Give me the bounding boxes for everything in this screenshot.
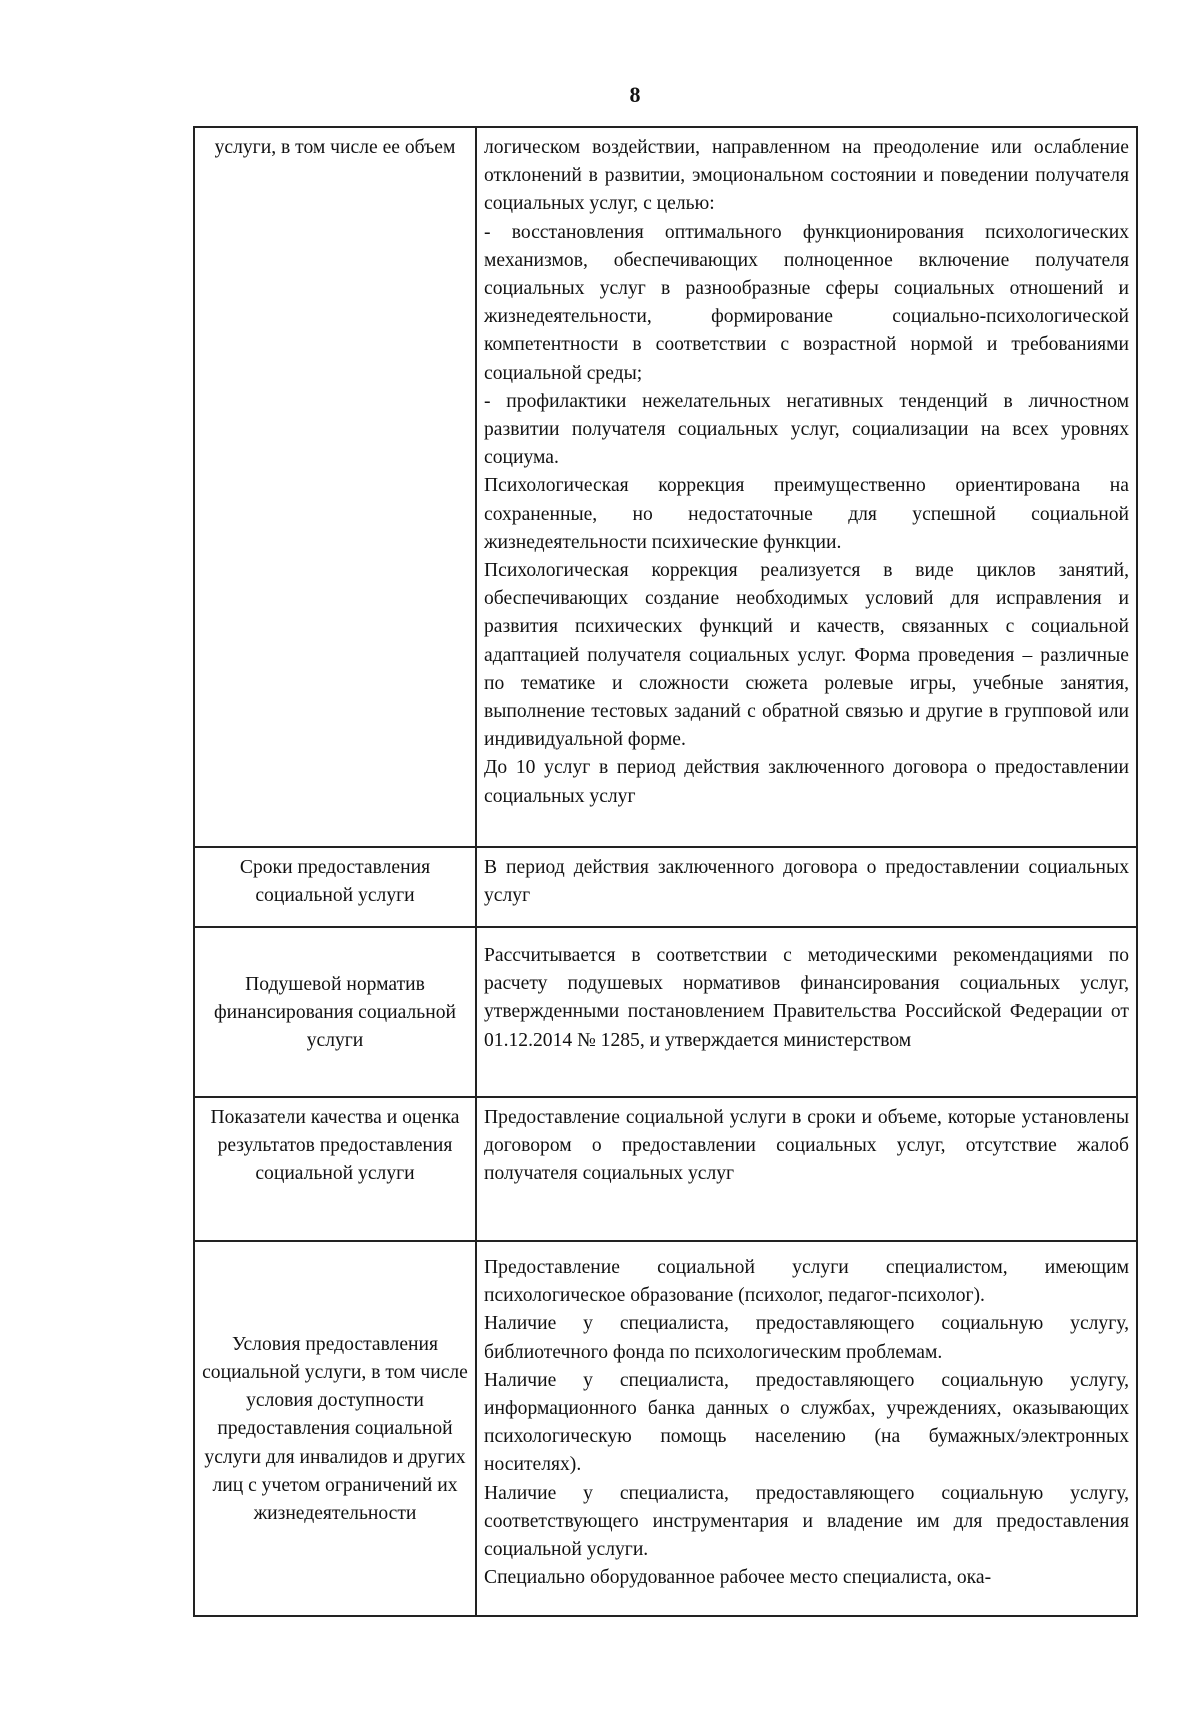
content-paragraph: В период действия заключенного договора о предоставлении социальных услуг — [484, 857, 1129, 907]
table-row — [194, 1097, 1137, 1241]
content-paragraph: логическом воздействии, направленном на преодоление или ослабление отклонений в развитии, эмоциональном состоянии и поведении получателя социальных услуг, с целью: — [484, 137, 1129, 215]
row-label: Сроки предоставления социальной услуги — [194, 847, 476, 927]
table-row — [194, 1241, 1137, 1616]
content-paragraph: Наличие у специалиста, предоставляющего социальную услугу, соответствующего инструментария и владение им для предоставления социальной услуги. — [484, 1482, 1129, 1561]
content-paragraph: До 10 услуг в период действия заключенного договора о предоставлении социальных услуг — [484, 757, 1129, 807]
row-content — [476, 127, 1137, 847]
content-paragraph: - профилактики нежелательных негативных тенденций в личностном развитии получателя социальных услуг, социализации на всех уровнях социума. — [484, 390, 1129, 469]
content-paragraph: Предоставление социальной услуги в сроки и объеме, которые установлены договором о предоставлении социальных услуг, отсутствие жалоб получателя социальных услуг — [484, 1107, 1129, 1185]
row-label: Условия предоставления социальной услуги, в том числе условия доступности предоставления социальной услуги для инвалидов и других лиц с учетом ограничений их жизнедеятельности — [194, 1241, 476, 1616]
content-paragraph: - восстановления оптимального функционирования психологических механизмов, обеспечивающих полноценное включение получателя социальных услуг в разнообразные сферы социальных отношений и жизнедеятельности, формирование социально-психологической компетентности в соответствии с возрастной нормой и требованиями социальной среды; — [484, 221, 1129, 384]
row-label: Подушевой норматив финансирования социальной услуги — [194, 927, 476, 1097]
content-paragraph: Психологическая коррекция преимущественно ориентирована на сохраненные, но недостаточные для успешной социальной жизнедеятельности психические функции. — [484, 475, 1129, 553]
row-content — [476, 927, 1137, 1097]
table-row — [194, 927, 1137, 1097]
content-paragraph: Наличие у специалиста, предоставляющего социальную услугу, информационного банка данных о службах, учреждениях, оказывающих психологическую помощь населению (на бумажных/электронных носителях). — [484, 1369, 1129, 1476]
content-paragraph: Психологическая коррекция реализуется в виде циклов занятий, обеспечивающих создание необходимых условий для исправления и развития психических функций и качеств, связанных с социальной адаптацией получателя социальных услуг. Форма проведения – различные по тематике и сложности сюжета ролевые игры, учебные занятия, выполнение тестовых заданий с обратной связью и другие в групповой или индивидуальной форме. — [484, 560, 1129, 751]
content-paragraph: Рассчитывается в соответствии с методическими рекомендациями по расчету подушевых нормативов финансирования социальных услуг, утвержденными постановлением Правительства Российской Федерации от 01.12.2014 № 1285, и утверждается министерством — [484, 945, 1129, 1051]
table-row — [194, 127, 1137, 847]
row-content — [476, 1241, 1137, 1616]
row-label: услуги, в том числе ее объем — [194, 127, 476, 847]
row-content — [476, 1097, 1137, 1241]
row-label: Показатели качества и оценка результатов предоставления социальной услуги — [194, 1097, 476, 1241]
service-table — [193, 126, 1138, 1617]
content-paragraph: Наличие у специалиста, предоставляющего социальную услугу, библиотечного фонда по психологическим проблемам. — [484, 1313, 1129, 1363]
page-number: 8 — [629, 82, 641, 107]
row-content — [476, 847, 1137, 927]
table-row — [194, 847, 1137, 927]
content-paragraph: Предоставление социальной услуги специалистом, имеющим психологическое образование (психолог, педагог-психолог). — [484, 1257, 1129, 1307]
content-paragraph: Специально оборудованное рабочее место специалиста, ока- — [484, 1567, 992, 1589]
